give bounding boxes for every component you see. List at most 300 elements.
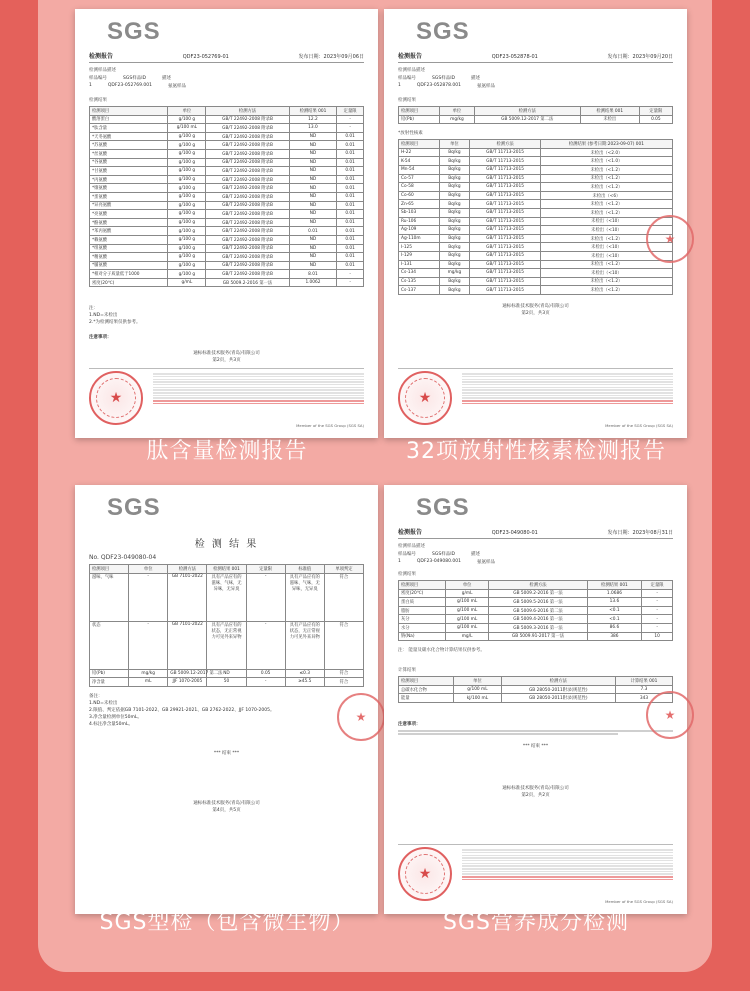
table-cell: Bq/kg [439,165,470,174]
table-cell: g/mL [445,589,489,598]
table-cell: K-54 [399,157,440,166]
table-row [90,115,364,124]
remark: 注意事项： [89,335,112,341]
table-cell: GB 5009.12-2017 第二法 [168,669,207,678]
table-cell: GB/T 11713-2015 [470,269,541,278]
footer-member [462,423,673,428]
table-row [399,606,673,615]
table-cell: Bq/kg [439,191,470,200]
company-name: 通标标准技术服务(青岛)有限公司 [193,800,260,806]
table-cell: g/100 g [168,115,206,124]
table-cell: GB/T 11713-2015 [470,226,541,235]
table-cell: 具有产品应有的状态，无正常视力可见外来异物 [285,621,324,669]
table-cell: ND [289,132,337,141]
table-cell: 10 [642,632,673,641]
table-cell: GB 5009.2-2016 第一法 [489,589,587,598]
sample-value: QDF23-052878.001 [416,83,462,88]
table-cell: Bq/kg [439,277,470,286]
table-cell: g/100 g [168,210,206,219]
table-cell: 符合 [324,621,363,669]
table-cell: 0.01 [337,167,364,176]
table-cell: *组氨酸 [90,244,168,253]
table-header-cell: 单位 [454,677,501,686]
table-cell: - [337,278,364,287]
table-cell: - [246,573,285,621]
table-cell: 0.01 [337,235,364,244]
table-cell: GB/T 11713-2015 [470,251,541,260]
table-cell: *甘氨酸 [90,167,168,176]
table-cell: Ag-110m [399,234,440,243]
table-cell: 铅(Pb) [90,669,129,678]
table-cell: GB 5009.12-2017 第二法 [474,115,580,124]
footer [398,844,673,904]
table-cell: ND [289,201,337,210]
page-number: 第4页，共5页 [212,807,241,813]
table-cell: GB 5009.3-2016 第一法 [489,623,587,632]
company-name: 通标标准技术服务(青岛)有限公司 [193,351,260,357]
table-row [90,192,364,201]
table-cell: GB/T 22492-2008 附录B [206,158,289,167]
notes [89,305,364,326]
table-cell: 1.0686 [587,589,642,598]
table-row [399,191,673,200]
table-header-cell: 检测结果 (参考日期:2023-09-07) 001 [540,140,672,149]
table-cell: - [642,623,673,632]
result-label: 检测结果 [89,98,107,103]
sample-header-row [89,75,364,81]
sample-col-label: SGS样品ID [432,76,455,81]
table-cell: *相对分子质量低于1000 [90,270,168,279]
end-mark: *** 结束 *** [213,750,240,756]
caption-radionuclide: 32项放射性核素检测报告 [406,439,666,464]
note-line: 1.ND=未检出 [89,313,118,319]
table-header-cell: 检测结果 001 [207,565,246,574]
table-cell: Ru-106 [399,217,440,226]
table-row [90,175,364,184]
sample-col-label: 样品编号 [398,552,416,557]
table-cell: GB/T 11713-2015 [470,191,541,200]
radionuclide-table [398,139,673,295]
table-cell: 未检出（<1.2） [540,234,672,243]
table-header-cell: 定量限 [642,581,673,590]
table-cell: GB 5009.91-2017 第一法 [489,632,587,641]
table-cell: 12.2 [289,115,337,124]
table-cell: 蛋白质 [399,598,446,607]
table-cell: g/100 g [168,270,206,279]
table-row [90,244,364,253]
doc-title: 检测报告 [398,53,423,60]
table-cell: H-22 [399,148,440,157]
table-cell: g/100 mL [445,615,489,624]
table-cell: 未检出（<10） [540,217,672,226]
table-cell: GB/T 11713-2015 [470,165,541,174]
footer-legal-text [462,849,673,880]
caption-nutrition: SGS营养成分检测 [443,910,629,935]
table-cell: 铅(Pb) [399,115,440,124]
table-cell: 未检出（<6） [540,191,672,200]
table-cell: 0.05 [639,115,672,124]
table-cell: ND [289,167,337,176]
table-row [90,201,364,210]
table-cell: 386 [587,632,642,641]
table-row [90,158,364,167]
table-cell: g/100 mL [454,685,501,694]
table-cell: 水分 [399,623,446,632]
table-header-cell: 单位 [168,107,206,116]
table-cell: 0.01 [337,261,364,270]
report-number: QDF23-052769-01 [182,54,229,60]
inspection-stamp-icon: ★ [646,215,694,263]
table-cell: mg/L [445,632,489,641]
sgs-logo: SGS [416,18,470,45]
table-cell: GB 28050-2011附录(规范性) [501,694,615,703]
table-cell: GB/T 22492-2008 附录B [206,184,289,193]
table-cell: 0.01 [337,158,364,167]
report-number: QDF23-049080-01 [491,530,538,536]
member-text: Member of the SGS Group (SGS SA) [296,423,364,428]
table-cell: ND [289,235,337,244]
table-cell: ND [207,669,246,678]
table-header-cell: 检测结果 001 [289,107,337,116]
table-cell: Bq/kg [439,226,470,235]
table-header-cell: 检测方法 [474,107,580,116]
table-cell: g/100 g [168,227,206,236]
table-cell: 未检出（<1.2） [540,277,672,286]
table-cell: 未检出（<1.2） [540,286,672,295]
table-cell: Bq/kg [439,174,470,183]
table-cell: mg/kg [129,669,168,678]
sample-col-label: SGS样品ID [432,552,455,557]
table-row [90,124,364,133]
table-cell: GB/T 22492-2008 附录B [206,141,289,150]
table-row [90,167,364,176]
table-cell: 未检出（<1.2） [540,174,672,183]
table-cell: Bq/kg [439,208,470,217]
table-cell: Bq/kg [439,286,470,295]
table-cell: 0.01 [337,141,364,150]
table-row [399,226,673,235]
table-cell: Ag-109 [399,226,440,235]
table-cell: 状态 [90,621,129,669]
table-cell: - [337,115,364,124]
sample-desc-label: 检测样品描述 [89,68,116,73]
doc-title: 检测报告 [398,529,423,536]
table-header-cell: 检测方法 [168,565,207,574]
table-cell: Cs-137 [399,286,440,295]
table-header-cell: 检测项目 [90,565,129,574]
table-cell: 未检出（<10） [540,269,672,278]
table-row [90,261,364,270]
table-cell: g/100 g [168,184,206,193]
table-cell: ND [289,218,337,227]
table-cell: 0.01 [337,175,364,184]
inspection-stamp-icon: ★ [337,693,385,741]
table-cell: Bq/kg [439,148,470,157]
table-cell: 未检出（<10） [540,243,672,252]
table-cell: ND [289,158,337,167]
table-cell: 符合 [324,669,363,678]
page-number: 第2页，共3页 [521,310,550,316]
sample-value: 氨氨样品 [168,84,187,89]
table-row [399,685,673,694]
table-cell: ND [289,244,337,253]
footer-legal-text [153,373,364,404]
table-header-cell: 检测方法 [470,140,541,149]
table-row [399,286,673,295]
table-cell: JJF 1070-2005 [168,678,207,687]
table-cell: GB/T 11713-2015 [470,208,541,217]
table-cell: GB/T 22492-2008 附录B [206,244,289,253]
table-cell: *丙氨酸 [90,175,168,184]
table-row [399,157,673,166]
table-cell: GB/T 11713-2015 [470,277,541,286]
table-header-cell: 计算结果 001 [615,677,672,686]
table-cell: *异亮氨酸 [90,201,168,210]
table-cell: g/mL [168,278,206,287]
table-cell: Co-60 [399,191,440,200]
table-row [399,260,673,269]
table-cell: - [337,270,364,279]
table-cell: g/100 g [168,244,206,253]
result-label: 检测结果 [398,98,416,103]
table-cell: *精氨酸 [90,253,168,262]
table-cell: GB/T 22492-2008 附录B [206,261,289,270]
table-header-cell: 定量限 [639,107,672,116]
table-cell: 未检出（<1.2） [540,208,672,217]
page-number: 第2页，共2页 [521,793,550,799]
table-cell: *缬氨酸 [90,184,168,193]
table-row [399,269,673,278]
report-card-radionuclide [384,9,687,438]
table-cell: - [642,589,673,598]
table-cell: - [642,615,673,624]
table-cell: 未检出 [580,115,639,124]
table-cell: mg/kg [440,115,474,124]
table-header-cell: 检测方法 [501,677,615,686]
table-cell: GB/T 22492-2008 附录B [206,253,289,262]
table-cell: 0.01 [289,227,337,236]
result-title: 检 测 结 果 [194,539,259,550]
sample-value-row [398,559,673,565]
note-line: 注： [89,306,98,312]
table-cell: 0.01 [337,132,364,141]
sgs-logo: SGS [107,494,161,521]
table-cell: GB/T 22492-2008 附录B [206,175,289,184]
table-cell: Bq/kg [439,260,470,269]
table-cell: *谷氨酸 [90,158,168,167]
table-cell: 未检出（<1.2） [540,260,672,269]
peptide-result-table [89,106,364,287]
inspection-stamp-icon: ★ [646,691,694,739]
table-cell: *苏氨酸 [90,141,168,150]
table-cell: <0.1 [587,606,642,615]
report-card-nutrition [384,485,687,914]
table-header-cell: 定量限 [246,565,285,574]
table-row [399,148,673,157]
note-line: 1.ND=未检出 [89,700,118,706]
table-row [399,589,673,598]
note-line: 3.净含量检测单位50mL。 [89,714,142,720]
table-header-cell: 检测方法 [206,107,289,116]
table-cell: g/100 g [168,261,206,270]
table-cell: 具有产品应有的滋味、气味，无异味，无异臭 [207,573,246,621]
sample-header-row [398,75,673,81]
sample-value: 氨氨样品 [477,560,496,565]
doc-title: 检测报告 [89,53,114,60]
radionuclide-label: *放射性核素 [398,131,423,137]
table-row [399,217,673,226]
note-line: 4.标注净含量50mL。 [89,721,133,727]
table-row [399,277,673,286]
table-row [399,200,673,209]
table-cell: GB 5009.4-2016 第一法 [489,615,587,624]
table-header-cell: 检测项目 [399,140,440,149]
table-row [90,132,364,141]
table-cell: 86.6 [587,623,642,632]
table-cell: 滋味、气味 [90,573,129,621]
sample-value: 1 [398,559,401,564]
table-cell: ND [289,261,337,270]
sample-value: QDF23-049080.001 [416,559,462,564]
table-cell: GB/T 22492-2008 附录B [206,210,289,219]
table-cell: Bq/kg [439,234,470,243]
table-cell: - [642,598,673,607]
table-cell: 0.01 [337,184,364,193]
table-cell: 总碳水化合物 [399,685,454,694]
table-cell: I-131 [399,260,440,269]
table-cell: Cs-134 [399,269,440,278]
table-cell: GB/T 11713-2015 [470,174,541,183]
table-cell: Bq/kg [439,217,470,226]
table-cell: GB/T 22492-2008 附录B [206,149,289,158]
table-header-cell: 检测结果 001 [580,107,639,116]
company-seal-icon: ★ [398,371,452,425]
table-cell: GB/T 11713-2015 [470,234,541,243]
table-cell: g/100 g [168,158,206,167]
table-cell: GB/T 11713-2015 [470,286,541,295]
table-cell: GB/T 11713-2015 [470,243,541,252]
report-card-peptide [75,9,378,438]
table-cell: GB 5009.2-2016 第一法 [206,278,289,287]
table-row [90,210,364,219]
table-cell: g/100 mL [445,623,489,632]
sample-col-label: 描述 [162,76,171,81]
table-cell: 1.0062 [289,278,337,287]
table-cell: 0.01 [337,149,364,158]
table-cell: 0.01 [337,210,364,219]
table-cell: ND [289,253,337,262]
calc-table [398,676,673,703]
table-cell: 343 [615,694,672,703]
table-cell: 0.01 [337,218,364,227]
report-number: QDF23-052878-01 [491,54,538,60]
table-cell: 未检出（<1.2） [540,200,672,209]
nutrition-table [398,580,673,641]
calc-label: 计算结果 [398,668,416,674]
table-row [399,632,673,641]
table-cell: 未检出（<10） [540,226,672,235]
sample-desc-label: 检测样品描述 [398,68,425,73]
table-cell: g/100 g [168,149,206,158]
table-cell: ≤0.3 [285,669,324,678]
doc-header [398,527,673,539]
table-header-cell: 检测项目 [90,107,168,116]
table-cell: g/100 mL [445,606,489,615]
table-row [90,278,364,287]
end-mark: *** 结束 *** [522,744,549,750]
footer-member [153,423,364,428]
table-row [90,678,364,687]
table-cell: 50 [207,678,246,687]
table-cell: g/100 g [168,192,206,201]
sample-col-label: SGS样品ID [123,76,146,81]
table-row [90,184,364,193]
table-cell: GB/T 22492-2008 附录B [206,235,289,244]
company-name: 通标标准技术服务(青岛)有限公司 [502,303,569,309]
table-cell: kJ/100 mL [454,694,501,703]
table-cell: 7.3 [615,685,672,694]
table-cell: GB/T 22492-2008 附录B [206,227,289,236]
table-cell: 未检出（<1.0） [540,157,672,166]
table-cell: *赖氨酸 [90,235,168,244]
table-cell: Bq/kg [439,243,470,252]
table-row [90,227,364,236]
table-cell: 符合 [324,573,363,621]
table-cell: GB/T 11713-2015 [470,260,541,269]
table-header-cell: 单位 [445,581,489,590]
sample-value: QDF23-052769.001 [107,83,153,88]
table-cell: *脯氨酸 [90,261,168,270]
member-text: Member of the SGS Group (SGS SA) [605,899,673,904]
table-row [90,669,364,678]
table-cell: mg/kg [439,269,470,278]
table-row [90,218,364,227]
report-number: No. QDF23-049080-04 [89,554,157,561]
table-cell: I-129 [399,251,440,260]
table-cell: 13.6 [587,598,642,607]
sample-col-label: 样品编号 [89,76,107,81]
table-header-cell: 单位 [440,107,474,116]
footer [398,368,673,428]
table-cell: *亮氨酸 [90,210,168,219]
caption-type-inspection: SGS型检（包含微生物） [99,910,355,935]
table-cell: GB 28050-2011附录(规范性) [501,685,615,694]
table-cell: ND [289,210,337,219]
table-cell: Sb-103 [399,208,440,217]
table-cell: Bq/kg [439,200,470,209]
table-cell: - [129,573,168,621]
table-cell: GB/T 22492-2008 附录B [206,270,289,279]
doc-header [89,51,364,63]
table-row [399,234,673,243]
table-cell: GB/T 22492-2008 附录B [206,201,289,210]
issue-date: 发布日期：2023年08月31日 [607,530,673,536]
table-cell: GB/T 22492-2008 附录B [206,132,289,141]
table-cell: Bq/kg [439,157,470,166]
table-cell: g/100 g [168,132,206,141]
sample-value-row [89,83,364,89]
table-cell: g/100 g [168,201,206,210]
table-cell: GB 5009.6-2016 第二法 [489,606,587,615]
table-cell: ND [289,149,337,158]
sample-header-row [398,551,673,557]
footer [89,368,364,428]
table-cell: 能量 [399,694,454,703]
table-cell: ND [289,184,337,193]
table-cell: GB/T 22492-2008 附录B [206,192,289,201]
table-cell: ND [289,192,337,201]
table-row [399,251,673,260]
